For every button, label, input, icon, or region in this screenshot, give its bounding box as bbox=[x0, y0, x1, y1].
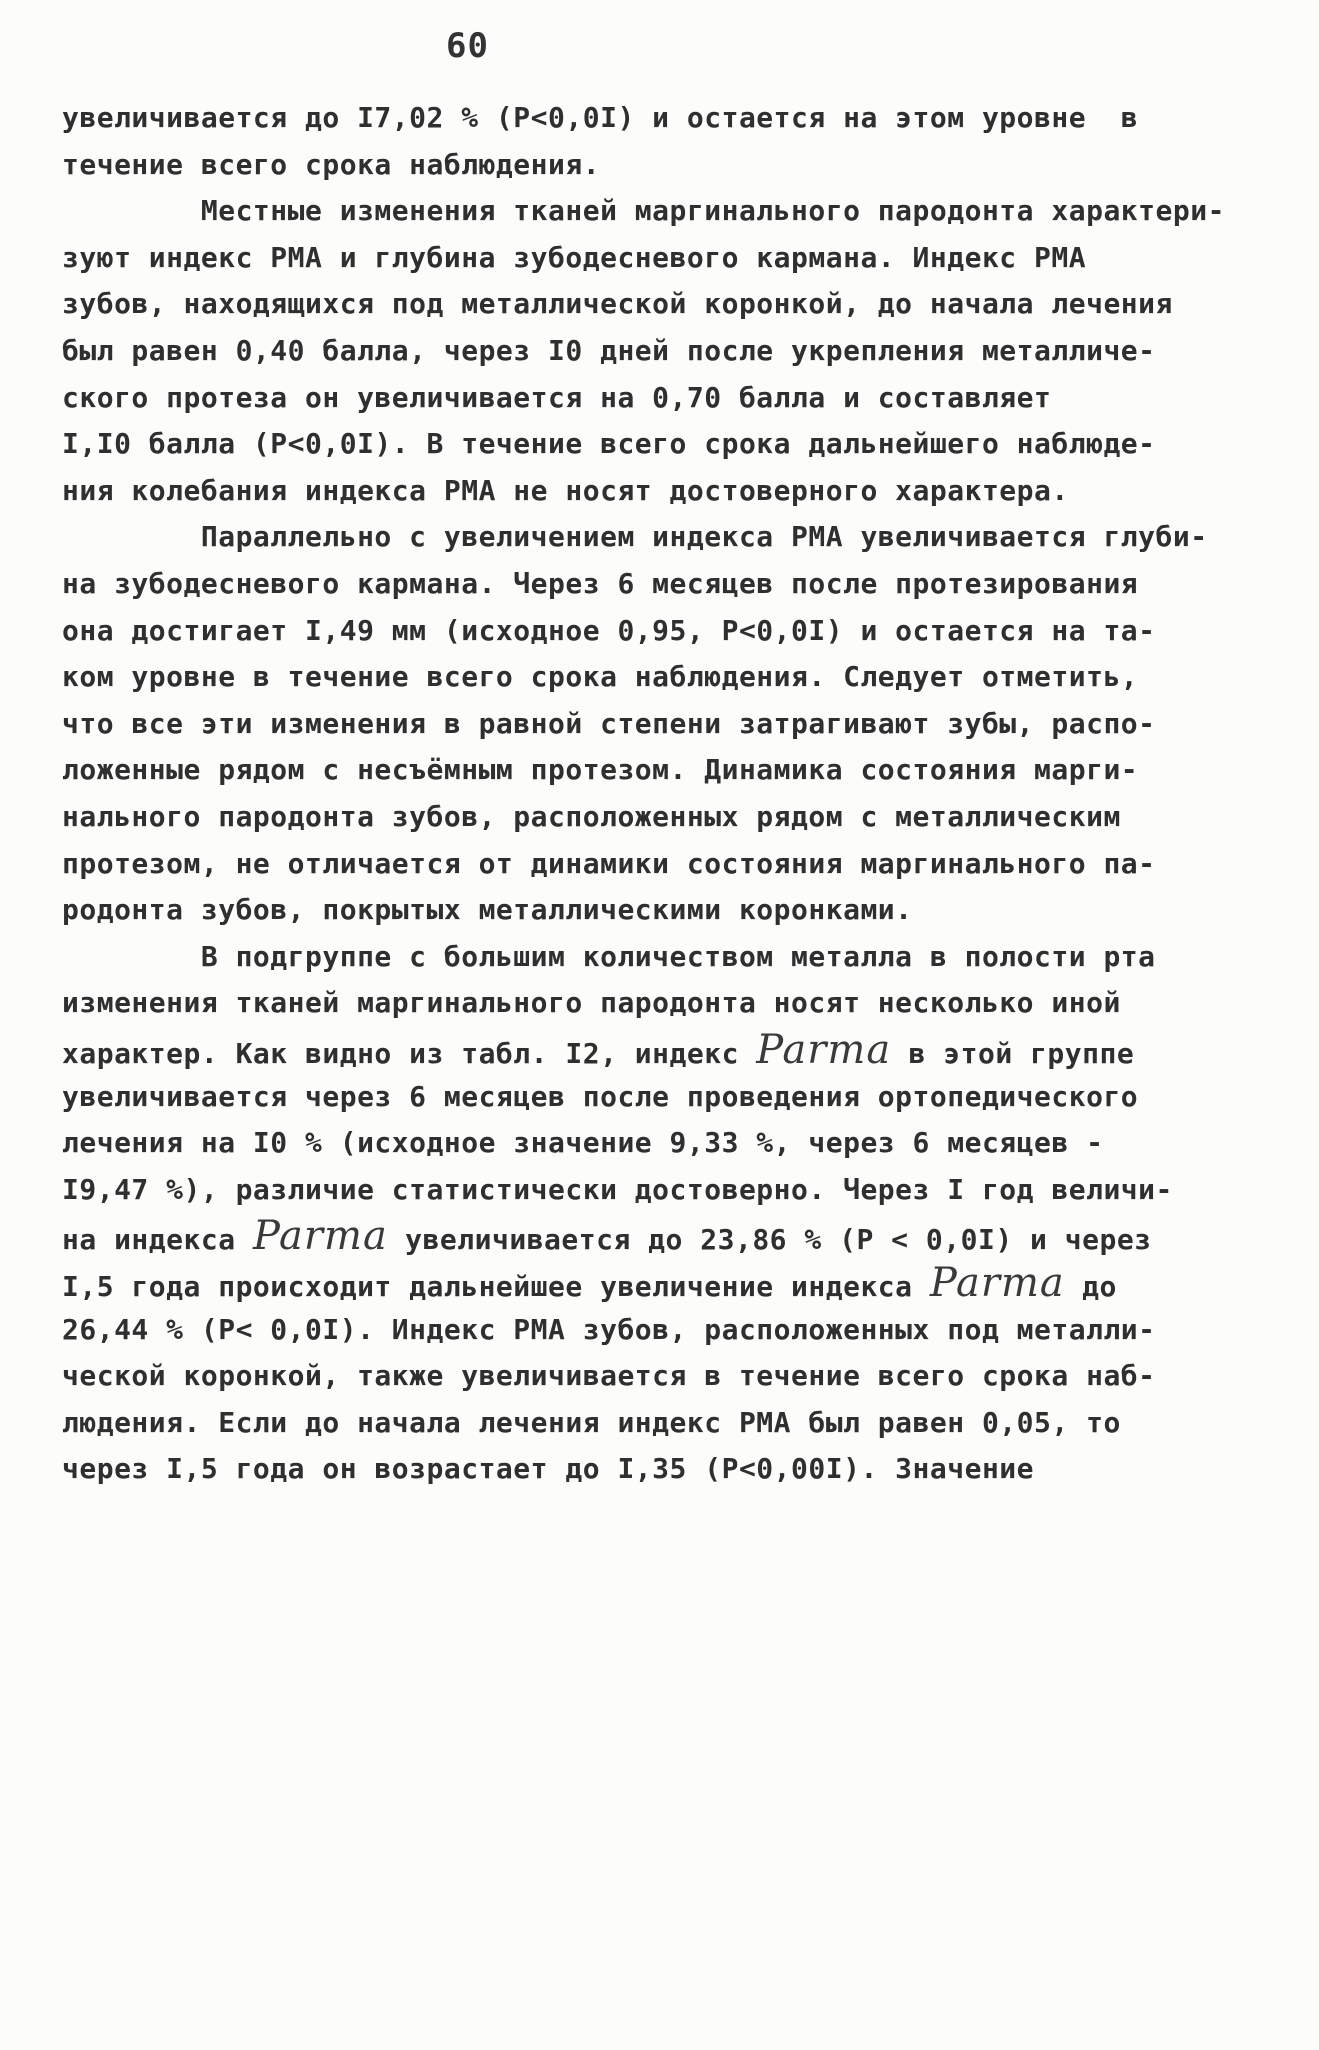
text-segment: I,5 года происходит дальнейшее увеличение индекса bbox=[62, 1270, 930, 1303]
text-line: I,I0 балла (P<0,0I). В течение всего срока дальнейшего наблюде- bbox=[62, 427, 1156, 461]
text-segment: на индекса bbox=[62, 1223, 253, 1257]
text-line: ческой коронкой, также увеличивается в течение всего срока наб- bbox=[62, 1359, 1156, 1393]
text-line: увеличивается до I7,02 % (P<0,0I) и остается на этом уровне в bbox=[62, 101, 1139, 134]
text-line: на зубодесневого кармана. Через 6 месяцев после протезирования bbox=[62, 567, 1139, 600]
text-line: ложенные рядом с несъёмным протезом. Динамика состояния марги- bbox=[62, 753, 1139, 787]
text-line: нального пародонта зубов, расположенных рядом с металлическим bbox=[62, 800, 1121, 833]
text-segment: увеличивается до 23,86 % (P < 0,0I) и через bbox=[387, 1223, 1152, 1257]
text-line: изменения тканей маргинального пародонта носят несколько иной bbox=[62, 986, 1121, 1020]
text-line: ского протеза он увеличивается на 0,70 балла и составляет bbox=[62, 380, 1052, 414]
text-segment: характер. Как видно из табл. I2, индекс bbox=[62, 1037, 757, 1070]
text-line: что все эти изменения в равной степени затрагивают зубы, распо- bbox=[62, 706, 1156, 740]
text-line: увеличивается через 6 месяцев после проведения ортопедического bbox=[62, 1079, 1139, 1113]
text-segment: до bbox=[1064, 1270, 1117, 1303]
text-line: родонта зубов, покрытых металлическими коронками. bbox=[62, 893, 913, 927]
handwritten-insert: Parma bbox=[929, 1260, 1065, 1306]
text-line: ния колебания индекса PMA не носят достоверного характера. bbox=[62, 473, 1069, 507]
text-line: В подгруппе с большим количеством металла в полости рта bbox=[62, 939, 1156, 973]
handwritten-insert: Parma bbox=[252, 1213, 388, 1260]
text-line: 26,44 % (P< 0,0I). Индекс PMA зубов, расположенных под металли- bbox=[62, 1312, 1156, 1346]
page-number: 60 bbox=[446, 26, 489, 66]
text-segment: в этой группе bbox=[891, 1037, 1135, 1070]
text-line: людения. Если до начала лечения индекс PMA был равен 0,05, то bbox=[62, 1405, 1121, 1439]
text-line: она достигает I,49 мм (исходное 0,95, P<0,0I) и остается на та- bbox=[62, 613, 1156, 647]
text-line: течение всего срока наблюдения. bbox=[62, 147, 601, 181]
text-line: протезом, не отличается от динамики состояния маргинального па- bbox=[62, 846, 1156, 880]
handwritten-insert: Parma bbox=[756, 1027, 892, 1073]
text-line: ком уровне в течение всего срока наблюдения. Следует отметить, bbox=[62, 660, 1139, 694]
text-line: был равен 0,40 балла, через I0 дней после укрепления металличе- bbox=[62, 334, 1156, 367]
text-line: лечения на I0 % (исходное значение 9,33 %, через 6 месяцев - bbox=[62, 1126, 1104, 1160]
text-line: Параллельно с увеличением индекса PMA увеличивается глуби- bbox=[62, 520, 1208, 554]
text-line: зубов, находящихся под металлической коронкой, до начала лечения bbox=[62, 287, 1173, 321]
text-line: зуют индекс PMA и глубина зубодесневого кармана. Индекс PMA bbox=[62, 240, 1087, 274]
text-line: через I,5 года он возрастает до I,35 (P<0,00I). Значение bbox=[62, 1452, 1035, 1486]
text-line: I9,47 %), различие статистически достоверно. Через I год величи- bbox=[62, 1172, 1173, 1206]
text-line: Местные изменения тканей маргинального пародонта характери- bbox=[62, 194, 1225, 228]
